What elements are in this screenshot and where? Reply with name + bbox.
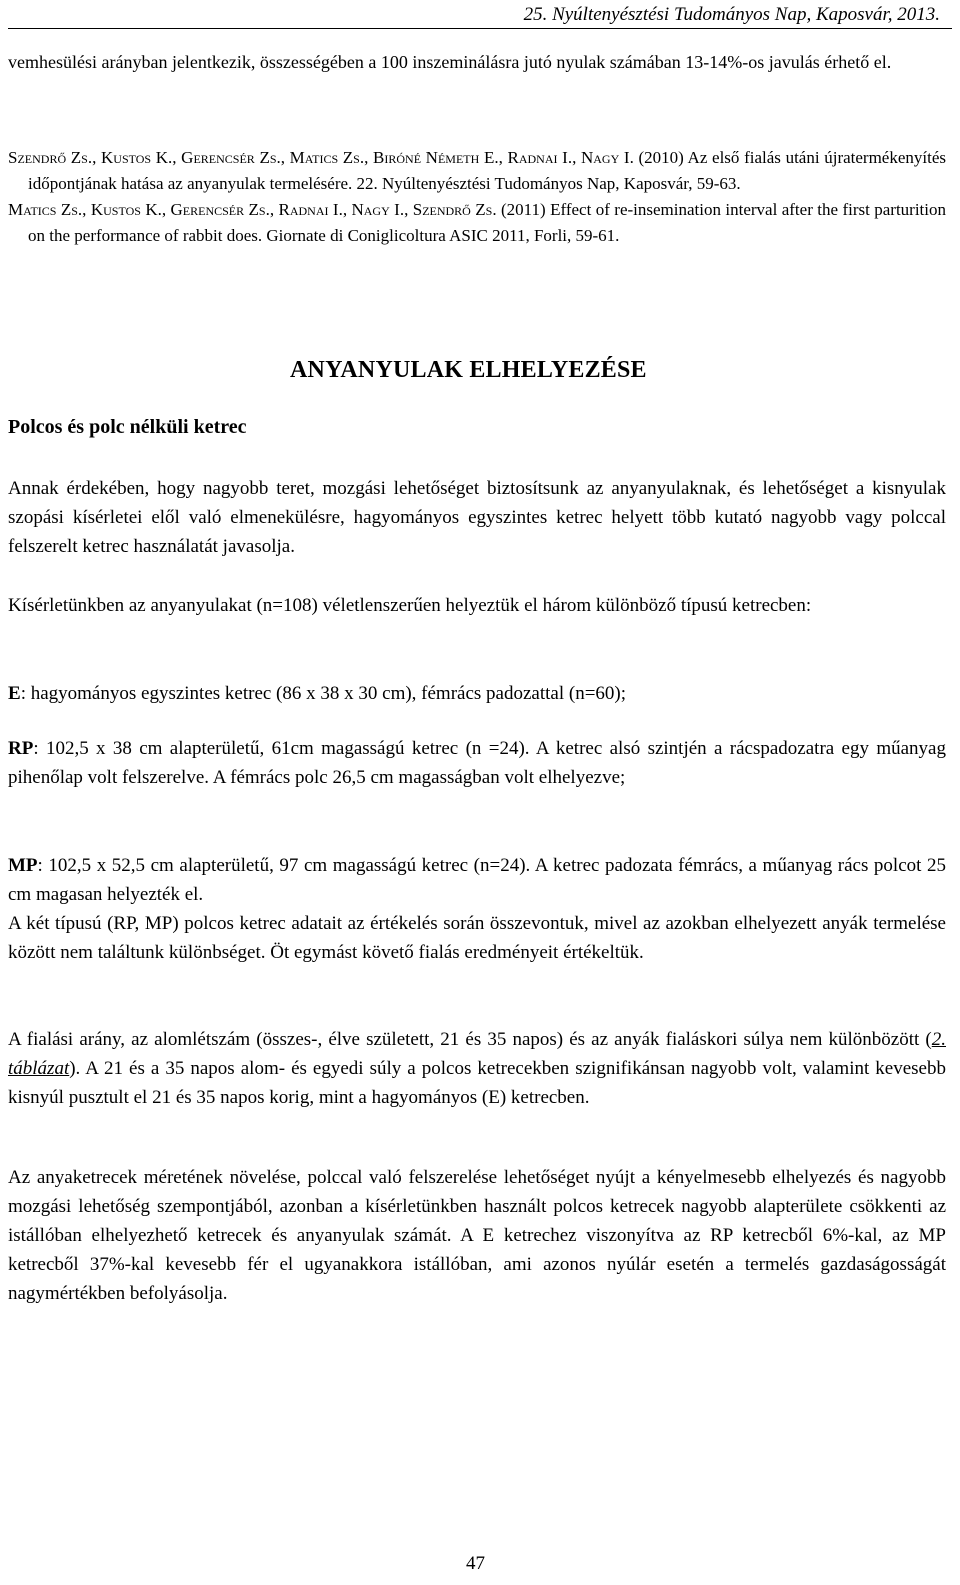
cage-type-rp [8, 734, 946, 792]
reference-details: (2011) Effect of re-insemination interval after the first parturition on the performance of rabbit does. Giornate di Coniglicoltura ASIC 2011, Forli, 59-61. [28, 200, 946, 245]
reference-item [8, 145, 946, 197]
results-paragraph [8, 1025, 946, 1112]
page-number: 47 [466, 1553, 485, 1574]
table-reference-link[interactable]: 2. táblázat [8, 1029, 946, 1079]
reference-authors: Matics Zs., Kustos K., Gerencsér Zs., Radnai I., Nagy I., Szendrő Zs. [8, 200, 497, 219]
intro-paragraph: vemhesülési arányban jelentkezik, összességében a 100 inszeminálásra jutó nyulak számában 13-14%-os javulás érhető el. [8, 52, 892, 72]
reference-item [8, 197, 946, 249]
merged-cages-paragraph: A két típusú (RP, MP) polcos ketrec adatait az értékelés során összevontuk, mivel az azokban elhelyezett anyák termelése között nem találtunk különbséget. Öt egymást követő fialás eredményeit értékeltük. [8, 913, 946, 963]
header-rule [8, 28, 952, 29]
results-text-b: ). A 21 és a 35 napos alom- és egyedi súly a polcos ketrecekben szignifikánsan nagyobb volt, valamint kevesebb kisnyúl pusztult el 21 és 35 napos korig, mint a hagyományos (E) ketrecben. [8, 1058, 946, 1108]
cage-desc-rp: : 102,5 x 38 cm alapterületű, 61cm magasságú ketrec (n =24). A ketrec alsó szintjén a rácspadozatra egy műanyag pihenőlap volt felszerelve. A fémrács polc 26,5 cm magasságban volt elhelyezve; [8, 738, 946, 788]
conclusion-paragraph: Az anyaketrecek méretének növelése, polccal való felszerelése lehetőséget nyújt a kényelmesebb elhelyezés és nagyobb mozgási lehetőség szempontjából, azonban a kísérletünkben használt polcos ketrecek nagyobb alapterülete csökkenti az istállóban elhelyezhető ketrecek és anyanyulak számát. A E ketrechez viszonyítva az RP ketrecből 6%-kal, az MP ketrecből 37%-kal kevesebb fér el ugyanakkora istállóban, ami azonos nyúlár esetén a termelés gazdaságosságát nagymértékben befolyásolja. [8, 1167, 946, 1304]
cage-desc-e: : hagyományos egyszintes ketrec (86 x 38 x 30 cm), fémrács padozattal (n=60); [20, 683, 627, 704]
cage-label-mp: MP [8, 855, 38, 876]
cage-type-mp-block [8, 851, 946, 967]
body-paragraph-2: Kísérletünkben az anyanyulakat (n=108) véletlenszerűen helyeztük el három különböző típusú ketrecben: [8, 595, 812, 616]
section-title: ANYANYULAK ELHELYEZÉSE [290, 357, 647, 383]
body-paragraph-1: Annak érdekében, hogy nagyobb teret, mozgási lehetőséget biztosítsunk az anyanyulaknak, és lehetőséget a kisnyulak szopási kísérletei elől való elmenekülésre, hagyományos egyszintes ketrec helyett több kutató nagyobb vagy polccal felszerelt ketrec használatát javasolja. [8, 478, 946, 557]
cage-label-rp: RP [8, 738, 34, 759]
subsection-title: Polcos és polc nélküli ketrec [8, 416, 247, 438]
reference-list [8, 145, 946, 249]
cage-desc-mp: : 102,5 x 52,5 cm alapterületű, 97 cm magasságú ketrec (n=24). A ketrec padozata fémrács, a műanyag rács polcot 25 cm magasan helyezték el. [8, 855, 946, 905]
cage-type-mp [8, 851, 946, 909]
results-text-a: A fialási arány, az alomlétszám (összes-, élve született, 21 és 35 napos) és az anyák fialáskori súlya nem különbözött ( [8, 1029, 932, 1050]
reference-details: (2010) Az első fialás utáni újratermékenyítés időpontjának hatása az anyanyulak termelésére. 22. Nyúltenyésztési Tudományos Nap, Kaposvár, 59-63. [28, 148, 947, 193]
cage-type-e [8, 679, 946, 708]
reference-authors: Szendrő Zs., Kustos K., Gerencsér Zs., Matics Zs., Biróné Németh E., Radnai I., Nagy I. [8, 148, 634, 167]
cage-label-e: E [8, 683, 21, 704]
running-header: 25. Nyúltenyésztési Tudományos Nap, Kaposvár, 2013. [523, 4, 940, 25]
